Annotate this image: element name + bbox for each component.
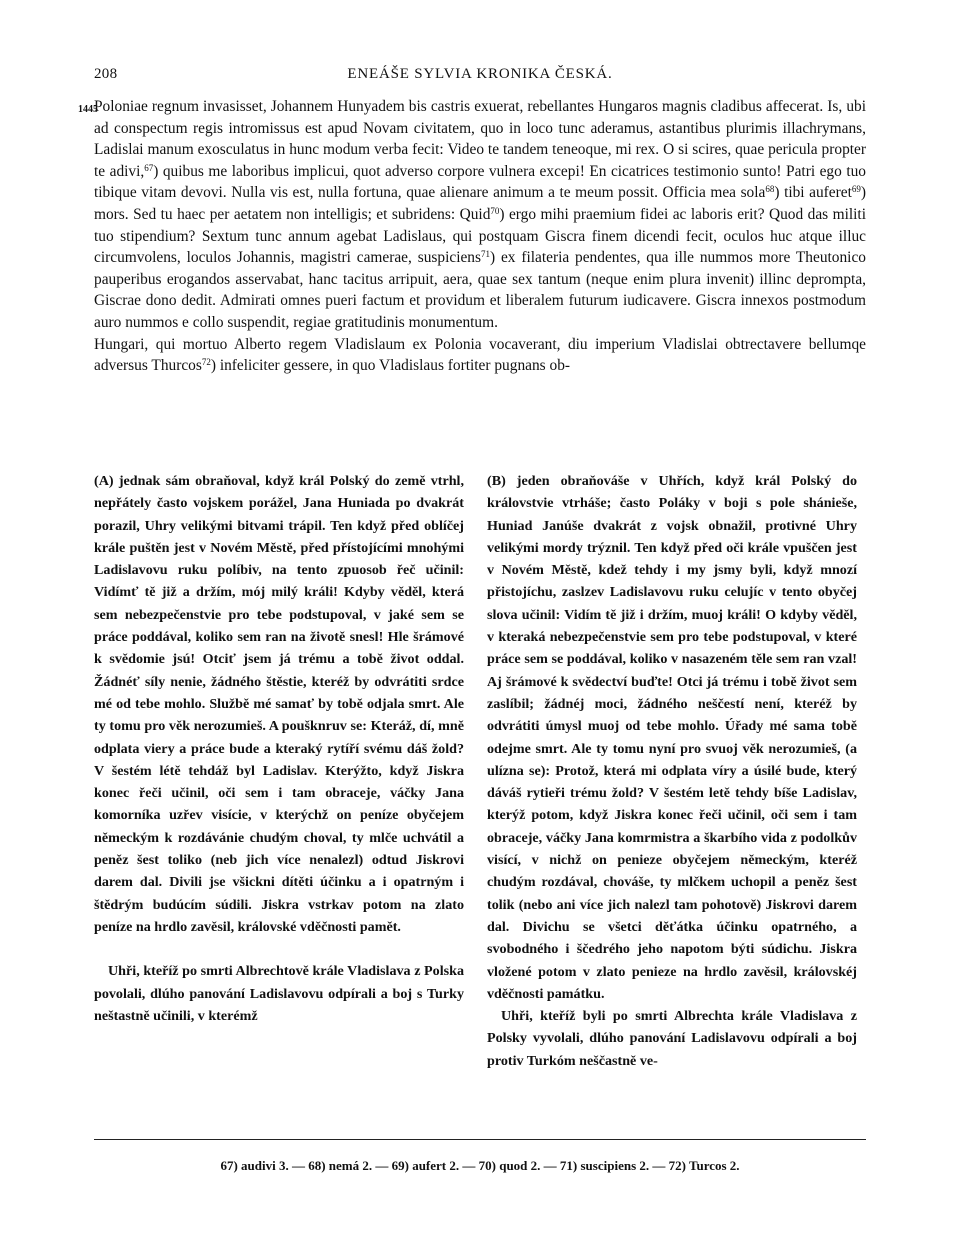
czech-column-a (94, 470, 464, 1027)
footnote-separator: — (540, 1158, 560, 1173)
footnote-ref: 68 (765, 184, 775, 195)
latin-text-run: Hungari, qui mortuo Alberto regem Vladislaum ex Polonia vocaverant, diu imperium Vladislai obtrectavere bellumqe adversus Thurcos (94, 335, 866, 375)
paragraph-gap (94, 938, 464, 960)
margin-year-note: 1445 (78, 104, 98, 115)
latin-text-run: ) quibus me laboribus implicui, quot adverso corpore vulnera excepi! En cicatrices testimonio sunto! Patri ego tuo tibique vitam devovi. Nulla vis est, nulla fortuna, quae alienare animum a te meum possit. Officia mea sola (94, 162, 866, 202)
czech-column-b (487, 470, 857, 1072)
footnotes (94, 1158, 866, 1174)
latin-text-run: Poloniae regnum invasisset, Johannem Hunyadem bis castris exuerat, rebellantes Hungaros magnis cladibus affecerat. Is, ubi ad conspectum regis intromissus est apud Novam civitatem, quo in loco tunc aderamus, astantibus plurimis illachrymans, Ladislai manum exosculatus in hunc modum verba fecit: Video te tandem teneoque, mi rex. O si scires, quae pericula propter te adivi, (94, 98, 866, 180)
footnote: 69) aufert 2. (391, 1158, 460, 1173)
latin-text-run: ) ex filateria pendentes, qua ille nummos more Theutonico pauperibus erogandos asservabat, hanc tacitus arripuit, aera, quae sex tantum (neque enim plura invenit) illinc deprompta, Giscrae dono dedit. Admirati omnes pueri factum et providum et liberalem futurum iudicavere. Giscra innexos postmodum auro nummos e collo suspendit, regiae gratitudinis monumentum. (94, 249, 866, 331)
footnote-ref: 71 (480, 249, 490, 260)
footnote-ref: 70 (490, 205, 500, 216)
latin-text-run: ) ergo mihi praemium fidei ac laboris erit? Quod das militi tuo stipendium? Sextum tunc annum agebat Ladislaus, qui postquam Giscra finem dicendi fecit, oculos huc atque illuc circumvolens, loculos Johannis, magistri camerae, suspiciens (94, 205, 866, 267)
latin-text-run: ) infeliciter gessere, in quo Vladislaus fortiter pugnans ob- (210, 357, 571, 375)
footnote: 72) Turcos 2. (668, 1158, 740, 1173)
column-b-paragraph: Uhři, kteříž byli po smrti Albrechta krále Vladislava z Polsky vyvolali, dlúho panování Ladislavovu odpírali a boj protiv Turkóm neščastně ve- (487, 1008, 857, 1069)
running-title: ENEÁŠE SYLVIA KRONIKA ČESKÁ. (347, 66, 613, 82)
column-b-paragraph: (B) jeden obraňováše v Uhřích, když král Polský do královstvie vtrháše; často Poláky v boji s pole shánieše, Huniad Janúše dvakrát z vojsk obnažil, protivné Uhry velikými mordy trýznil. Ten když před oči krále vpuščen jest v Novém Městě, kdež tehdy i my jsmy byli, když mnozí přistojíchu, zaslzev Ladislavovu ruku celujíc v tento obyčej slova učinil: Vidím tě již i držím, muoj králi! O kdyby věděl, v kteraká nebezpečenstvie sem pro tebe podstupoval, v které práce sem se poddával, koliko v nasazeném těle sem ran vzal! Aj šrámové k svědectví buďte! Otci já trému i tobě život sem zaslíbil; žádnéj moci, žádného neščestí není, kteréž by odvrátiti úmysl muoj od tebe mohlo. Úřady mé sama tobě odejme smrt. Ale ty tomu nyní pro svuoj věk nerozumieš, (a ulízna se): Protož, která mi odplata víry a úsilé bude, který dáváš rytieři trému žold? V šestém letě tehdy bíše Ladislav, kterýž potom, když Jiskra konec řeči učinil, oči sem i tam obraceje, váčky Jana komrmistra a škarbího vida z podolkův visící, v nichž on penieze obyčejem německým, kteréž chudým rozdával, chováše, ty mlčkem uchopil a peněz šest tolik (nebo ani více jich nalezl tam pohotově) Jiskrovi darem dal. Divichu se všetci děťátka účinku opatrného, a svobodného i ščedrého jeho napotom býti súdichu. Jiskra vložené potom v zlato penieze na hrdlo zavěsil, královskéj vděčnosti památku. (487, 473, 857, 1002)
latin-paragraph (94, 334, 866, 377)
column-a-paragraph: Uhři, kteříž po smrti Albrechtově krále Vladislava z Polska povolali, dlúho panování Ladislavovu odpírali a boj s Turky neštastně učinili, v kterémž (94, 963, 464, 1024)
footnote: 70) quod 2. (478, 1158, 541, 1173)
latin-paragraph (94, 96, 866, 334)
latin-text (94, 96, 866, 377)
footnote-ref: 69 (851, 184, 861, 195)
footnote-separator: — (649, 1158, 669, 1173)
footnote-separator: — (372, 1158, 392, 1173)
footnote-separator: — (459, 1158, 479, 1173)
column-a-paragraph: (A) jednak sám obraňoval, když král Polský do země vtrhl, nepřátely často vojskem porážel, Jana Huniada po dvakrát porazil, Uhry velikými bitvami trápil. Ten když před oblíčej krále puštěn jest v Novém Městě, před přístojícími mnohými Ladislavovu ruku políbiv, na tento zpuosob řeč učinil: Vidímť tě již a držím, mój milý králi! Kdyby věděl, která sem nebezpečenstvie pro tebe podstupoval, v jaké sem se práce poddával, koliko sem ran na životě snesl! Hle šrámové k svědomie jsú! Otciť jsem já trému a tobě život oddal. Žádnéť síly nenie, žádného štěstie, kteréž by odvrátiti srdce mé od tebe mohlo. Službě mé samať by tobě odjala smrt. Ale ty tomu pro věk nerozumieš. A poušknruv se: Kteráž, dí, mně odplata viery a práce bude a kteraký rytíří svému dáš žold? V šestém létě tehdáž byl Ladislav. Kterýžto, když Jiskra konec řeči učinil, oči sem i tam obraceje, váčky Jana komorníka uzřev visície, v kterýchž on peníze obyčejem německým k rozdávánie chudým choval, ty mlče uchvátil a peněz šest toliko (neb jich více nenalezl) odtud Jiskrovi darem dal. Divili jse všickni dítěti účinku a i opatrným i štědrým budúcím súdili. Jiskra vstrkav potom na zlato peníze na hrdlo zavěsil, královské vděčnosti pamět. (94, 473, 464, 935)
latin-text-run: ) mors. Sed tu haec per aetatem non intelligis; et subridens: Quid (94, 184, 867, 223)
footnote-separator: — (288, 1158, 309, 1173)
footnote-rule (94, 1139, 866, 1140)
page-header (94, 66, 866, 86)
footnote: 67) audivi 3. (220, 1158, 289, 1173)
footnote: 71) suscipiens 2. (559, 1158, 650, 1173)
page-number: 208 (94, 66, 118, 82)
footnote-ref: 72 (201, 357, 211, 368)
footnote-ref: 67 (144, 162, 154, 173)
footnote: 68) nemá 2. (308, 1158, 373, 1173)
latin-text-run: ) tibi auferet (774, 184, 852, 202)
